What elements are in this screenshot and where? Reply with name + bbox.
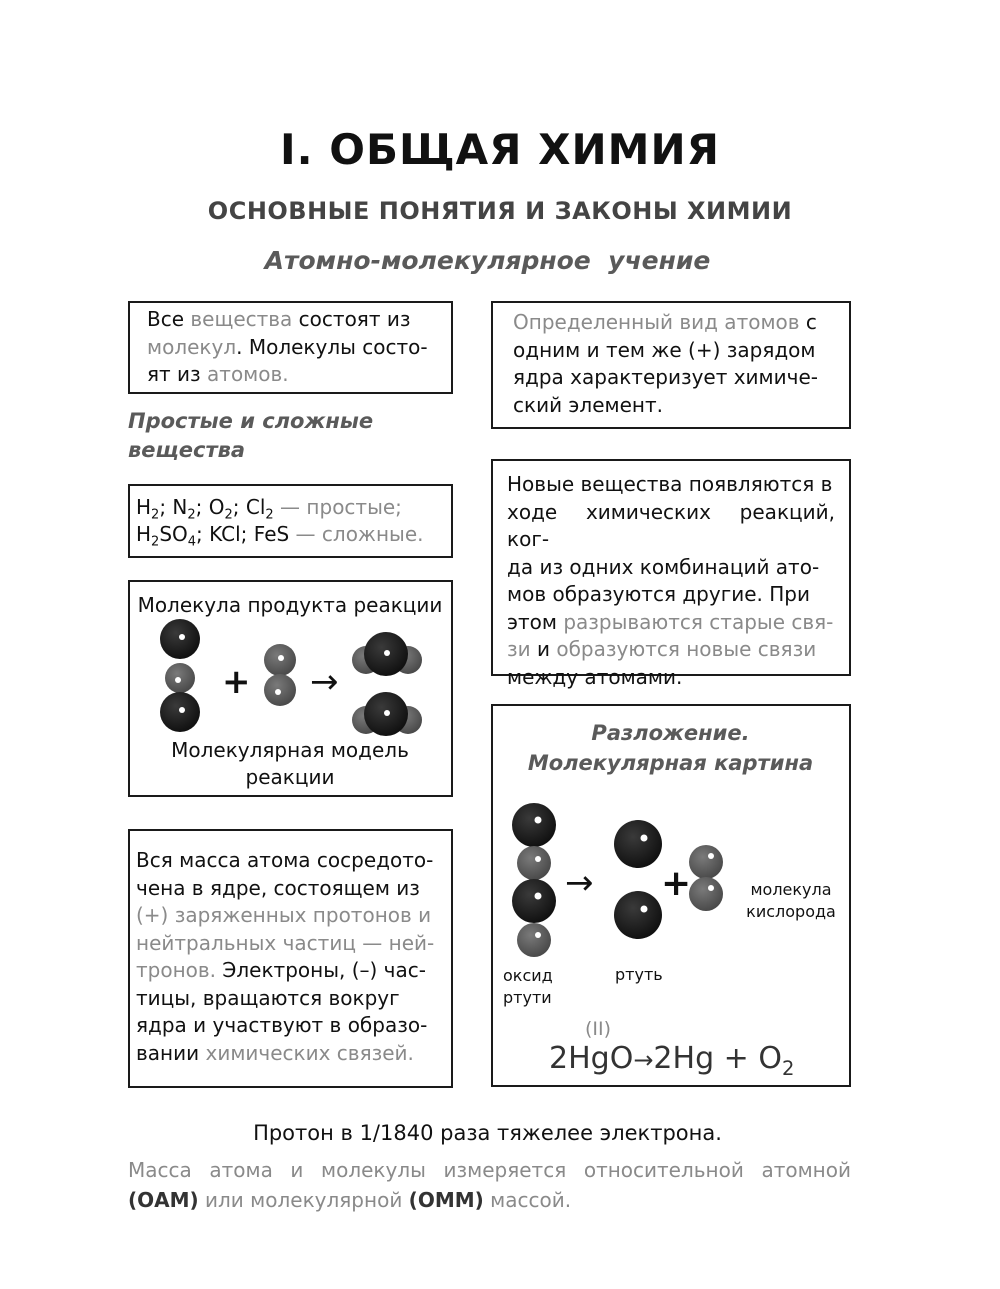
reactant-molecule-2 <box>264 644 296 706</box>
box2-text: Определенный вид атомов с одним и тем же (+) зарядом ядра характеризует химиче- ский элемент. <box>513 310 818 417</box>
box-decomposition <box>491 704 851 1087</box>
box5-text: Новые вещества появляются в ходе химических реакций, ког- да из одних комбинаций ато- мов образуются другие. При этом разрываются старые свя- зи и образуются новые связи между атомами. <box>507 472 835 689</box>
simple-complex-heading: Простые и сложные вещества <box>128 409 374 462</box>
mercury-label: ртуть <box>615 965 663 984</box>
box3-text: $H_2$; $N_2$; $O_2$; $Cl_2$ — простые; $H_2SO_4$; KCl; FeS — сложные. <box>136 495 424 550</box>
decomposition-plus: + <box>661 863 692 904</box>
decomposition-equation: $2HgO\to 2Hg + O_2$ <box>549 1041 795 1080</box>
valence-label: (II) <box>585 1018 612 1040</box>
decomposition-title: Разложение. Молекулярная картина <box>527 721 814 775</box>
mass-note: Масса атома и молекулы измеряется относительной атомной (ОАМ) или молекулярной (ОММ) массой. <box>128 1158 851 1212</box>
reactant-molecule-1 <box>160 619 200 732</box>
box-atom-mass <box>128 829 453 1088</box>
decomposition-arrow: → <box>565 863 594 903</box>
mercury-atoms <box>614 820 662 939</box>
reaction-model-figure <box>130 624 450 734</box>
oxygen-molecule <box>689 845 723 911</box>
page-subtitle: ОСНОВНЫЕ ПОНЯТИЯ И ЗАКОНЫ ХИМИИ <box>207 197 793 225</box>
box-reaction-model <box>128 580 453 797</box>
oxygen-molecule-label: молекула кислорода <box>746 880 836 921</box>
box-simple-complex-examples <box>128 484 453 558</box>
mercury-oxide-molecule <box>512 803 556 957</box>
mercury-oxide-label: оксид ртути <box>503 966 553 1007</box>
page-title: I. ОБЩАЯ ХИМИЯ <box>280 125 720 174</box>
reaction-plus: + <box>222 662 251 702</box>
box-substances-molecules <box>128 301 453 394</box>
reaction-model-caption: Молекулярная модель реакции <box>171 738 409 789</box>
reaction-arrow: → <box>310 662 339 702</box>
proton-note: Протон в 1/1840 раза тяжелее электрона. <box>253 1121 722 1145</box>
box-chemical-element <box>491 301 851 429</box>
reaction-model-title: Молекула продукта реакции <box>137 593 443 617</box>
section-heading: Атомно-молекулярное учение <box>264 246 711 275</box>
box7-text: Вся масса атома сосредото- чена в ядре, состоящем из (+) заряженных протонов и нейтральных частиц — ней- тронов. Электроны, (–) час- тицы, вращаются вокруг ядра и участвуют в образо- вании химических связей. <box>136 848 435 1065</box>
product-molecule-1 <box>352 632 422 676</box>
box-new-substances <box>491 459 851 689</box>
box1-text: Все вещества состоят из молекул. Молекулы состо- ят из атомов. <box>147 307 428 386</box>
product-molecule-2 <box>352 692 422 736</box>
